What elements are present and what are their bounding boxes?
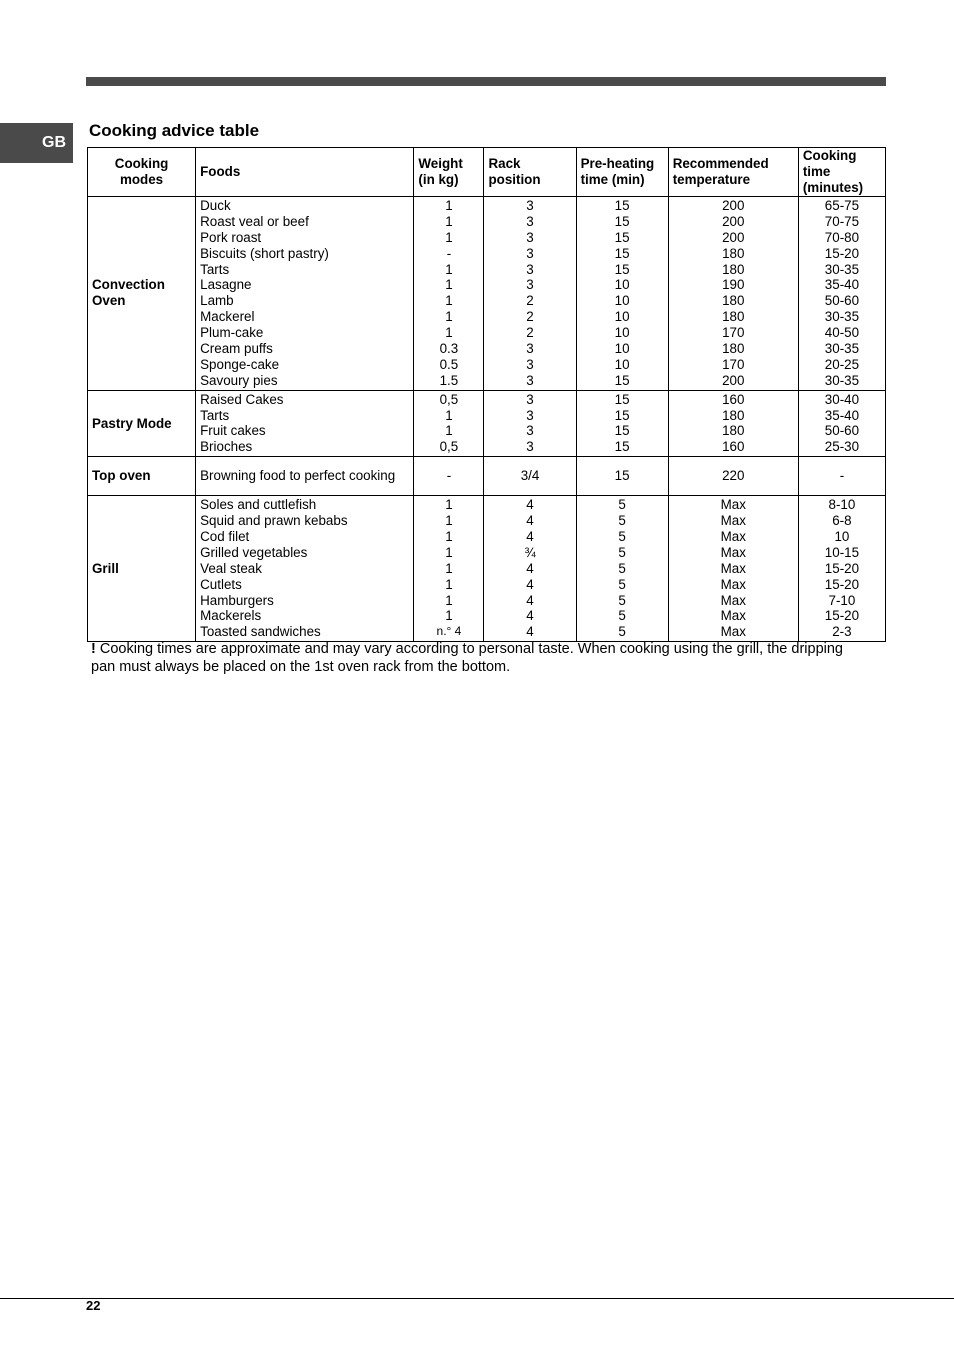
temperature-cell — [668, 197, 798, 391]
header-foods — [196, 148, 414, 197]
header-rack-position — [484, 148, 576, 197]
cell-line: Foods — [200, 164, 241, 180]
cooking-time-cell — [798, 390, 885, 457]
weight-cell — [414, 457, 484, 496]
cell-line: Roast veal or beef — [200, 213, 309, 229]
cell-line: 15-20 — [824, 560, 860, 576]
mode-cell — [88, 390, 196, 457]
cell-line: modes — [119, 172, 164, 187]
cell-line: Biscuits (short pastry) — [200, 245, 329, 261]
cell-line: 3 — [526, 423, 534, 439]
cell-line: 3 — [526, 439, 534, 455]
top-divider-bar — [86, 77, 886, 86]
cell-line: Pork roast — [200, 229, 262, 245]
cell-line: 4 — [526, 624, 534, 640]
cell-line: 1 — [445, 213, 453, 229]
cell-line: Weight — [418, 156, 463, 172]
cell-line: - — [839, 468, 845, 484]
cell-line: 65-75 — [824, 198, 860, 213]
cell-line: Veal steak — [200, 560, 262, 576]
cell-line: 3 — [526, 341, 534, 357]
cell-line: Max — [720, 513, 746, 529]
cell-line: 0,5 — [439, 439, 459, 455]
preheat-cell — [576, 390, 668, 457]
cell-line: 50-60 — [824, 423, 860, 439]
cell-line: Squid and prawn kebabs — [200, 513, 348, 529]
cell-line: time — [802, 164, 831, 180]
cell-line: Browning food to perfect cooking — [200, 468, 396, 484]
cell-line: Raised Cakes — [200, 391, 284, 407]
cell-line: Cutlets — [200, 576, 242, 592]
cell-line: 30-35 — [824, 261, 860, 277]
cell-line: 15 — [614, 245, 630, 261]
cell-line: 3 — [526, 356, 534, 372]
rack-cell — [484, 390, 576, 457]
cell-line: 5 — [618, 560, 626, 576]
cell-line: 2 — [526, 293, 534, 309]
mode-cell — [88, 457, 196, 496]
cooking-time-cell — [798, 197, 885, 391]
cell-line: 70-80 — [824, 229, 860, 245]
cell-line: Sponge-cake — [200, 356, 280, 372]
cell-line: Tarts — [200, 407, 230, 423]
cooking-advice-table — [87, 147, 886, 642]
cell-line: 1 — [445, 560, 453, 576]
cell-line: 3 — [526, 261, 534, 277]
cell-line: 1 — [445, 277, 453, 293]
cell-line: Max — [720, 529, 746, 545]
cell-line: 5 — [618, 592, 626, 608]
cell-line: 5 — [618, 624, 626, 640]
cell-line: 15 — [614, 423, 630, 439]
cell-line: 15-20 — [824, 576, 860, 592]
cell-line: 15 — [614, 213, 630, 229]
cell-line: 4 — [526, 497, 534, 513]
cell-line: 10 — [614, 325, 630, 341]
cell-line: 30-35 — [824, 309, 860, 325]
cell-line: 4 — [526, 608, 534, 624]
cell-line: Mackerels — [200, 608, 262, 624]
cell-line: 3 — [526, 198, 534, 213]
cell-line: 5 — [618, 513, 626, 529]
rack-cell — [484, 457, 576, 496]
page-number: 22 — [86, 1298, 101, 1313]
cell-line: 30-35 — [824, 341, 860, 357]
cell-line: Rack — [488, 156, 521, 172]
cell-line: 6-8 — [832, 513, 852, 529]
cell-line: 200 — [722, 372, 745, 388]
cell-line: Recommended — [672, 156, 769, 172]
cell-line: 2 — [526, 309, 534, 325]
cell-line: - — [446, 468, 452, 484]
cell-line: 10 — [614, 356, 630, 372]
cell-line: 1.5 — [439, 372, 459, 388]
cell-line: Max — [720, 544, 746, 560]
cell-line: Mackerel — [200, 309, 255, 325]
cell-line: 180 — [722, 407, 745, 423]
cell-line: 0.3 — [439, 341, 459, 357]
cell-line: 15 — [614, 229, 630, 245]
cell-line: 1 — [445, 513, 453, 529]
cell-line: 4 — [526, 513, 534, 529]
cell-line: 1 — [445, 309, 453, 325]
cell-line: 4 — [526, 592, 534, 608]
weight-cell — [414, 390, 484, 457]
cell-line: 10 — [614, 309, 630, 325]
cell-line: (in kg) — [418, 172, 459, 187]
foods-cell — [196, 496, 414, 642]
cell-line: 3/4 — [520, 468, 540, 484]
cell-line: 170 — [722, 325, 745, 341]
cell-line: Fruit cakes — [200, 423, 266, 439]
cell-line: Savoury pies — [200, 372, 278, 388]
cell-line: Toasted sandwiches — [200, 624, 321, 640]
cell-line: 15 — [614, 439, 630, 455]
cell-line: time (min) — [580, 172, 645, 187]
header-preheating-time — [576, 148, 668, 197]
foods-cell — [196, 457, 414, 496]
cell-line: 0,5 — [439, 391, 459, 407]
cell-line: 15 — [614, 391, 630, 407]
cell-line: position — [488, 172, 541, 187]
cell-line: 25-30 — [824, 439, 860, 455]
cell-line: 3 — [526, 372, 534, 388]
cell-line: 3 — [526, 213, 534, 229]
cell-line: 1 — [445, 293, 453, 309]
cell-line: 15 — [614, 372, 630, 388]
cell-line: Brioches — [200, 439, 253, 455]
group-row-convection-oven — [88, 197, 886, 391]
cell-line: 220 — [722, 468, 745, 484]
preheat-cell — [576, 197, 668, 391]
cell-line: 30-35 — [824, 372, 860, 388]
cell-line: 160 — [722, 439, 745, 455]
cell-line: 5 — [618, 497, 626, 513]
cell-line: 70-75 — [824, 213, 860, 229]
cell-line: 3 — [526, 229, 534, 245]
cell-line: 3 — [526, 407, 534, 423]
cell-line: Pre-heating — [580, 156, 655, 172]
cell-line: 1 — [445, 198, 453, 213]
cell-line: 10-15 — [824, 544, 860, 560]
cell-line: 2 — [526, 325, 534, 341]
cell-line: 5 — [618, 608, 626, 624]
cell-line: 35-40 — [824, 277, 860, 293]
cell-line: Grilled vegetables — [200, 544, 308, 560]
weight-cell — [414, 496, 484, 642]
cell-line: 4 — [526, 560, 534, 576]
group-row-grill — [88, 496, 886, 642]
cell-line: 180 — [722, 245, 745, 261]
header-recommended-temperature — [668, 148, 798, 197]
header-weight — [414, 148, 484, 197]
cell-line: 35-40 — [824, 407, 860, 423]
cell-line: - — [446, 245, 452, 261]
cell-line: 180 — [722, 309, 745, 325]
cell-line: 4 — [526, 529, 534, 545]
group-row-top-oven — [88, 457, 886, 496]
cell-line: (minutes) — [802, 179, 864, 195]
cell-line: Hamburgers — [200, 592, 274, 608]
cooking-time-cell — [798, 496, 885, 642]
cooking-note — [91, 640, 871, 676]
cell-line: 200 — [722, 213, 745, 229]
cell-line: 15 — [614, 468, 630, 484]
preheat-cell — [576, 457, 668, 496]
cell-line: 3 — [526, 391, 534, 407]
cell-line: 10 — [614, 341, 630, 357]
cell-line: Max — [720, 624, 746, 640]
cell-line: Cooking — [802, 148, 857, 164]
cell-line: 1 — [445, 576, 453, 592]
cell-line: Cooking — [114, 156, 169, 172]
cell-line: 4 — [526, 576, 534, 592]
group-row-pastry-mode — [88, 390, 886, 457]
cell-line: 20-25 — [824, 356, 860, 372]
cell-line: Duck — [200, 198, 231, 213]
cell-line: 15 — [614, 261, 630, 277]
header-cooking-modes — [88, 148, 196, 197]
cell-line: 1 — [445, 325, 453, 341]
cell-line: 1 — [445, 592, 453, 608]
cell-line: Cod filet — [200, 529, 250, 545]
cell-line: 15-20 — [824, 608, 860, 624]
rack-cell — [484, 197, 576, 391]
foods-cell — [196, 390, 414, 457]
cell-line: 3 — [526, 245, 534, 261]
cell-line: Convection — [92, 277, 165, 293]
cell-line: 1 — [445, 407, 453, 423]
cell-line: 15 — [614, 198, 630, 213]
foods-cell — [196, 197, 414, 391]
temperature-cell — [668, 457, 798, 496]
cell-line: Max — [720, 560, 746, 576]
cell-line: 5 — [618, 529, 626, 545]
cell-line: 2-3 — [832, 624, 852, 640]
cell-line: ¾ — [524, 544, 536, 560]
cooking-time-cell — [798, 457, 885, 496]
temperature-cell — [668, 390, 798, 457]
temperature-cell — [668, 496, 798, 642]
cell-line: Grill — [92, 560, 119, 576]
cell-line: Max — [720, 592, 746, 608]
cell-line: 1 — [445, 608, 453, 624]
cell-line: 200 — [722, 229, 745, 245]
cell-line: 180 — [722, 423, 745, 439]
cell-line: 40-50 — [824, 325, 860, 341]
cell-line: 1 — [445, 229, 453, 245]
cell-line: Soles and cuttlefish — [200, 497, 317, 513]
cell-line: Top oven — [92, 468, 151, 484]
cell-line: Oven — [92, 293, 126, 309]
note-text: Cooking times are approximate and may vary according to personal taste. When cooking using the grill, the dripping pan must always be placed on the 1st oven rack from the bottom. — [91, 641, 843, 675]
footer-rule — [0, 1298, 954, 1299]
cell-line: 3 — [526, 277, 534, 293]
cell-line: 1 — [445, 529, 453, 545]
header-row — [88, 148, 886, 197]
cell-line: 190 — [722, 277, 745, 293]
preheat-cell — [576, 496, 668, 642]
page-title: Cooking advice table — [89, 121, 260, 140]
cell-line: 10 — [834, 529, 850, 545]
cell-line: Plum-cake — [200, 325, 264, 341]
cell-line: Lamb — [200, 293, 234, 309]
cell-line: 200 — [722, 198, 745, 213]
cell-line: 15-20 — [824, 245, 860, 261]
warning-mark-icon: ! — [91, 641, 96, 657]
cell-line: 170 — [722, 356, 745, 372]
cell-line: Max — [720, 497, 746, 513]
cell-line: 0.5 — [439, 356, 459, 372]
cell-line: 30-40 — [824, 391, 860, 407]
cell-line: 180 — [722, 341, 745, 357]
cell-line: 5 — [618, 544, 626, 560]
cell-line: Pastry Mode — [92, 415, 172, 431]
cell-line: Tarts — [200, 261, 230, 277]
cell-line: 15 — [614, 407, 630, 423]
cell-line: Max — [720, 608, 746, 624]
cell-line: 7-10 — [828, 592, 856, 608]
cell-line: 1 — [445, 423, 453, 439]
cell-line: Lasagne — [200, 277, 252, 293]
cell-line: temperature — [672, 172, 751, 187]
rack-cell — [484, 496, 576, 642]
mode-cell — [88, 496, 196, 642]
weight-cell — [414, 197, 484, 391]
cell-line: 160 — [722, 391, 745, 407]
language-tab: GB — [0, 123, 73, 163]
cell-line: 8-10 — [828, 497, 856, 513]
cell-line: 10 — [614, 293, 630, 309]
cell-line: n.° 4 — [436, 624, 462, 639]
cell-line: 180 — [722, 261, 745, 277]
cell-line: 1 — [445, 544, 453, 560]
header-cooking-time — [798, 148, 885, 197]
cell-line: 1 — [445, 261, 453, 277]
cell-line: 180 — [722, 293, 745, 309]
mode-cell — [88, 197, 196, 391]
cell-line: 1 — [445, 497, 453, 513]
cell-line: 50-60 — [824, 293, 860, 309]
cell-line: 5 — [618, 576, 626, 592]
cell-line: Max — [720, 576, 746, 592]
cell-line: Cream puffs — [200, 341, 273, 357]
cell-line: 10 — [614, 277, 630, 293]
